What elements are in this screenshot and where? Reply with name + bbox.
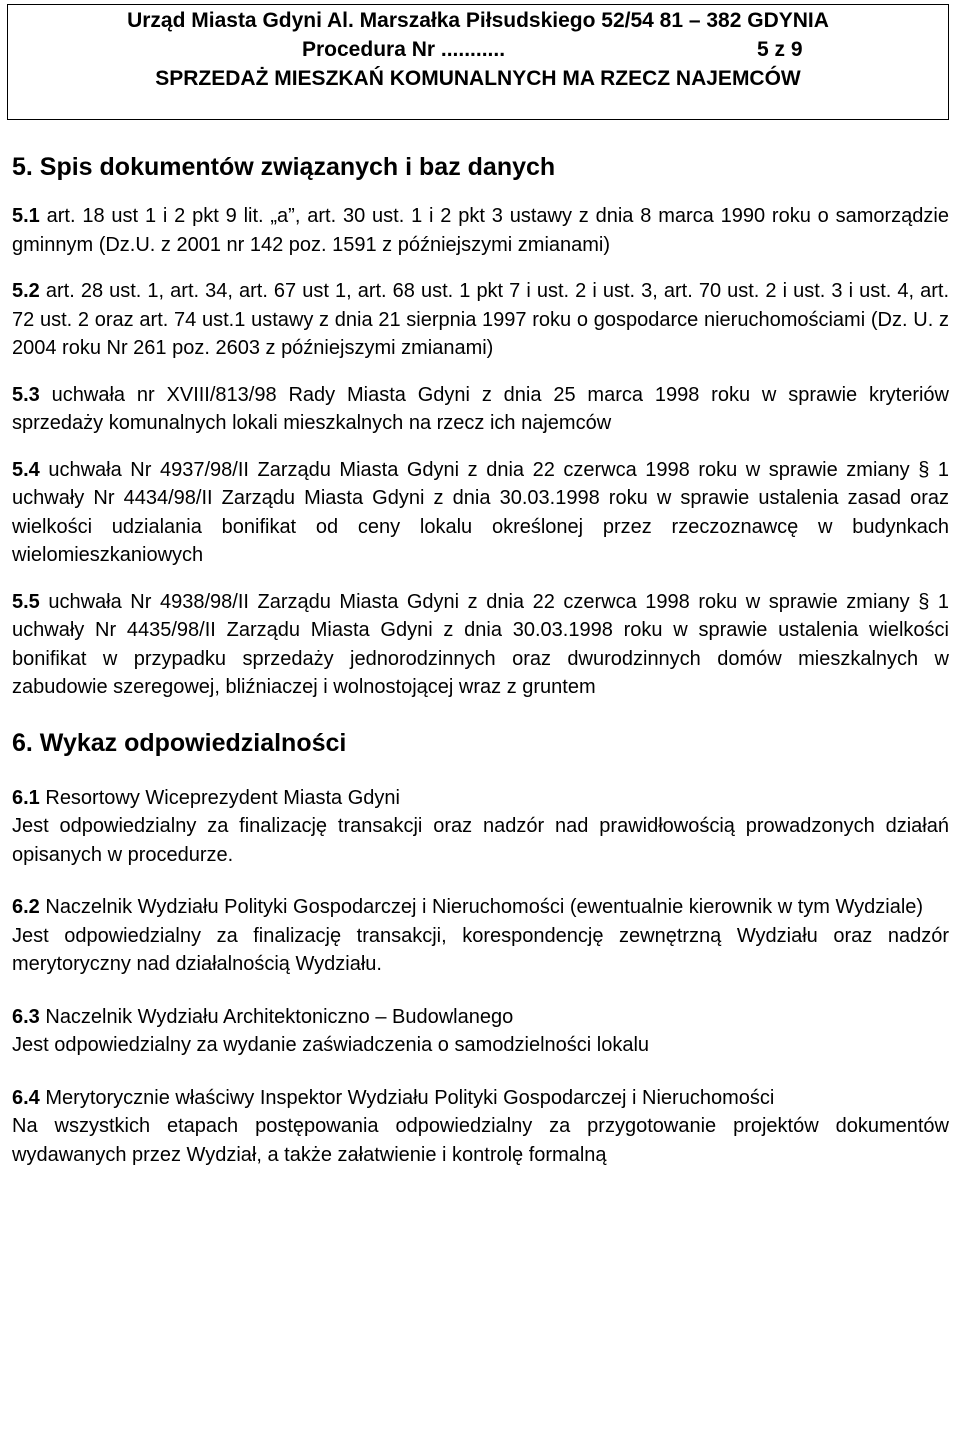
item-5-5	[12, 588, 949, 702]
item-text: art. 28 ust. 1, art. 34, art. 67 ust 1, art. 68 ust. 1 pkt 7 i ust. 2 i ust. 3, art. 70 ust. 2 i ust. 3 i ust. 4, art. 72 ust. 2 oraz art. 74 ust.1 ustawy z dnia 21 sierpnia 1997 roku o gospodarce nieruchomościami (Dz. U. z 2004 roku Nr 261 poz. 2603 z późniejszymi zmianami)	[12, 280, 949, 359]
item-6-3	[12, 1003, 949, 1060]
document-body	[12, 150, 949, 1169]
item-5-1	[12, 202, 949, 259]
item-5-2	[12, 277, 949, 363]
item-text: uchwała Nr 4938/98/II Zarządu Miasta Gdyni z dnia 22 czerwca 1998 roku w sprawie zmiany § 1 uchwały Nr 4435/98/II Zarządu Miasta Gdyni z dnia 30.03.1998 roku w sprawie ustalenia wielkości bonifikat w przypadku sprzedaży jednorodzinnych oraz dwurodzinnych domów mieszkalnych w zabudowie szeregowej, bliźniaczej i wolnostojącej wraz z gruntem	[12, 590, 949, 698]
procedure-number: Procedura Nr ...........	[302, 38, 506, 61]
item-number: 5.5	[12, 590, 40, 613]
item-number: 5.2	[12, 280, 40, 302]
item-number: 6.1	[12, 786, 40, 809]
item-6-1	[12, 784, 949, 870]
item-body: Jest odpowiedzialny za finalizację transakcji, korespondencję zewnętrzną Wydziału oraz nadzór merytoryczny nad działalnością Wydziału.	[12, 924, 949, 975]
item-6-2	[12, 893, 949, 979]
procedure-title: SPRZEDAŻ MIESZKAŃ KOMUNALNYCH MA RZECZ NAJEMCÓW	[155, 67, 801, 90]
item-body: Na wszystkich etapach postępowania odpowiedzialny za przygotowanie projektów dokumentów wydawanych przez Wydział, a także załatwienie i kontrolę formalną	[12, 1115, 949, 1166]
office-address: Urząd Miasta Gdyni Al. Marszałka Piłsudskiego 52/54 81 – 382 GDYNIA	[127, 9, 829, 32]
document-header	[7, 4, 949, 120]
item-number: 6.2	[12, 896, 40, 918]
page-indicator: 5 z 9	[757, 38, 803, 61]
item-head: Naczelnik Wydziału Architektoniczno – Budowlanego	[39, 1005, 514, 1028]
item-head: Merytorycznie właściwy Inspektor Wydziału Polityki Gospodarczej i Nieruchomości	[39, 1086, 775, 1109]
item-text: art. 18 ust 1 i 2 pkt 9 lit. „a”, art. 30 ust. 1 i 2 pkt 3 ustawy z dnia 8 marca 1990 roku o samorządzie gminnym (Dz.U. z 2001 nr 142 poz. 1591 z późniejszymi zmianami)	[12, 205, 949, 256]
item-5-4	[12, 456, 949, 570]
item-text: uchwała Nr 4937/98/II Zarządu Miasta Gdyni z dnia 22 czerwca 1998 roku w sprawie zmiany § 1 uchwały Nr 4434/98/II Zarządu Miasta Gdyni z dnia 30.03.1998 roku w sprawie ustalenia zasad oraz wielkości udzialania bonifikat od ceny lokalu określonej przez rzeczoznawcę w budynkach wielomieszkaniowych	[12, 458, 949, 566]
section-5-title: 5. Spis dokumentów związanych i baz danych	[12, 153, 556, 181]
item-head: Resortowy Wiceprezydent Miasta Gdyni	[39, 786, 400, 809]
item-5-3	[12, 381, 949, 438]
item-number: 5.1	[12, 205, 40, 227]
item-body: Jest odpowiedzialny za finalizację transakcji oraz nadzór nad prawidłowością prowadzonych działań opisanych w procedurze.	[12, 815, 949, 866]
item-body: Jest odpowiedzialny za wydanie zaświadczenia o samodzielności lokalu	[12, 1034, 650, 1056]
item-number: 5.3	[12, 383, 40, 406]
section-6-title: 6. Wykaz odpowiedzialności	[12, 728, 347, 757]
item-number: 5.4	[12, 458, 40, 481]
item-text: uchwała nr XVIII/813/98 Rady Miasta Gdyni z dnia 25 marca 1998 roku w sprawie kryteriów sprzedaży komunalnych lokali mieszkalnych na rzecz ich najemców	[12, 383, 949, 434]
item-number: 6.4	[12, 1086, 40, 1109]
item-6-4	[12, 1084, 949, 1170]
item-head: Naczelnik Wydziału Polityki Gospodarczej i Nieruchomości (ewentualnie kierownik w tym Wydziale)	[39, 896, 924, 918]
item-number: 6.3	[12, 1005, 40, 1028]
